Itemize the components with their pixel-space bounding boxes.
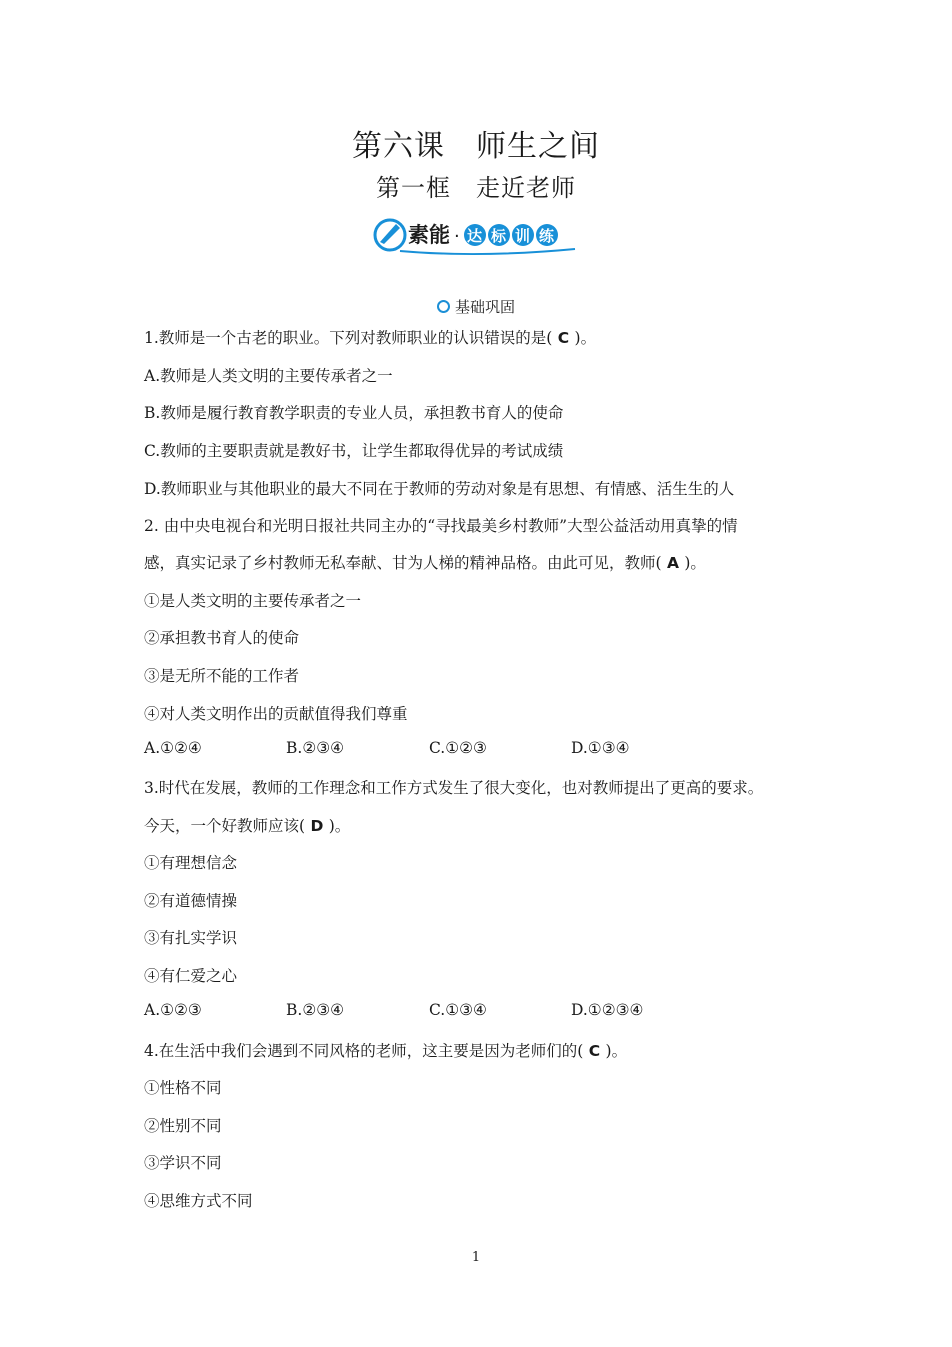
banner-tag-2: 标 [491,227,507,245]
q1-option-b: B.教师是履行教育教学职责的专业人员，承担教书育人的使命 [144,404,564,422]
q1-option-a: A.教师是人类文明的主要传承者之一 [144,367,393,385]
banner-main-text: 素能 [408,223,450,247]
page-number: 1 [471,1250,481,1265]
section-heading: 基础巩固 [0,296,952,317]
q2-stem-line2: 感，真实记录了乡村教师无私奉献、甘为人梯的精神品格。由此可见，教师( A )。 [144,554,706,572]
q2-item-4: ④对人类文明作出的贡献值得我们尊重 [144,705,408,723]
q2-choice-c: C.①②③ [429,739,487,757]
q3-item-3: ③有扎实学识 [144,929,238,947]
practice-banner [370,208,585,258]
banner-pen-icon [380,224,400,244]
q1-option-c: C.教师的主要职责就是教好书，让学生都取得优异的考试成绩 [144,442,564,460]
q4-stem: 4.在生活中我们会遇到不同风格的老师，这主要是因为老师们的( C )。 [144,1042,628,1060]
q3-item-2: ②有道德情操 [144,892,238,910]
banner-dot: · [454,226,460,247]
q3-stem-line1: 3.时代在发展，教师的工作理念和工作方式发生了很大变化，也对教师提出了更高的要求。 [144,779,764,797]
q4-item-1: ①性格不同 [144,1079,222,1097]
q2-choice-d: D.①③④ [571,739,630,757]
q3-item-1: ①有理想信念 [144,854,238,872]
q4-answer: C [583,1042,606,1060]
q3-answer: D [305,817,329,835]
q3-choice-c: C.①③④ [429,1001,487,1019]
lesson-subtitle: 第一框 走近老师 [376,174,576,202]
banner-tag-4: 练 [539,227,555,245]
q2-item-2: ②承担教书育人的使命 [144,629,300,647]
q2-answer: A [661,554,685,572]
q3-choice-d: D.①②③④ [571,1001,644,1019]
q3-stem-line2: 今天，一个好教师应该( D )。 [144,817,351,835]
q2-item-1: ①是人类文明的主要传承者之一 [144,592,362,610]
q2-choice-b: B.②③④ [286,739,345,757]
q3-item-4: ④有仁爱之心 [144,967,238,985]
q1-option-d: D.教师职业与其他职业的最大不同在于教师的劳动对象是有思想、有情感、活生生的人 [144,480,735,498]
circle-bullet-icon [437,300,450,313]
q1-stem: 1.教师是一个古老的职业。下列对教师职业的认识错误的是( C )。 [144,329,597,347]
q4-item-2: ②性别不同 [144,1117,222,1135]
q4-item-3: ③学识不同 [144,1154,222,1172]
q1-answer: C [552,329,575,347]
q2-stem-line1: 2. 由中央电视台和光明日报社共同主办的“寻找最美乡村教师”大型公益活动用真挚的情 [144,517,738,535]
banner-tag-1: 达 [467,227,483,245]
lesson-title: 第六课 师生之间 [352,129,600,164]
q3-choice-b: B.②③④ [286,1001,345,1019]
q3-choice-a: A.①②③ [144,1001,202,1019]
q2-choice-a: A.①②④ [144,739,202,757]
banner-tag-3: 训 [515,227,531,245]
q4-item-4: ④思维方式不同 [144,1192,253,1210]
q2-item-3: ③是无所不能的工作者 [144,667,300,685]
